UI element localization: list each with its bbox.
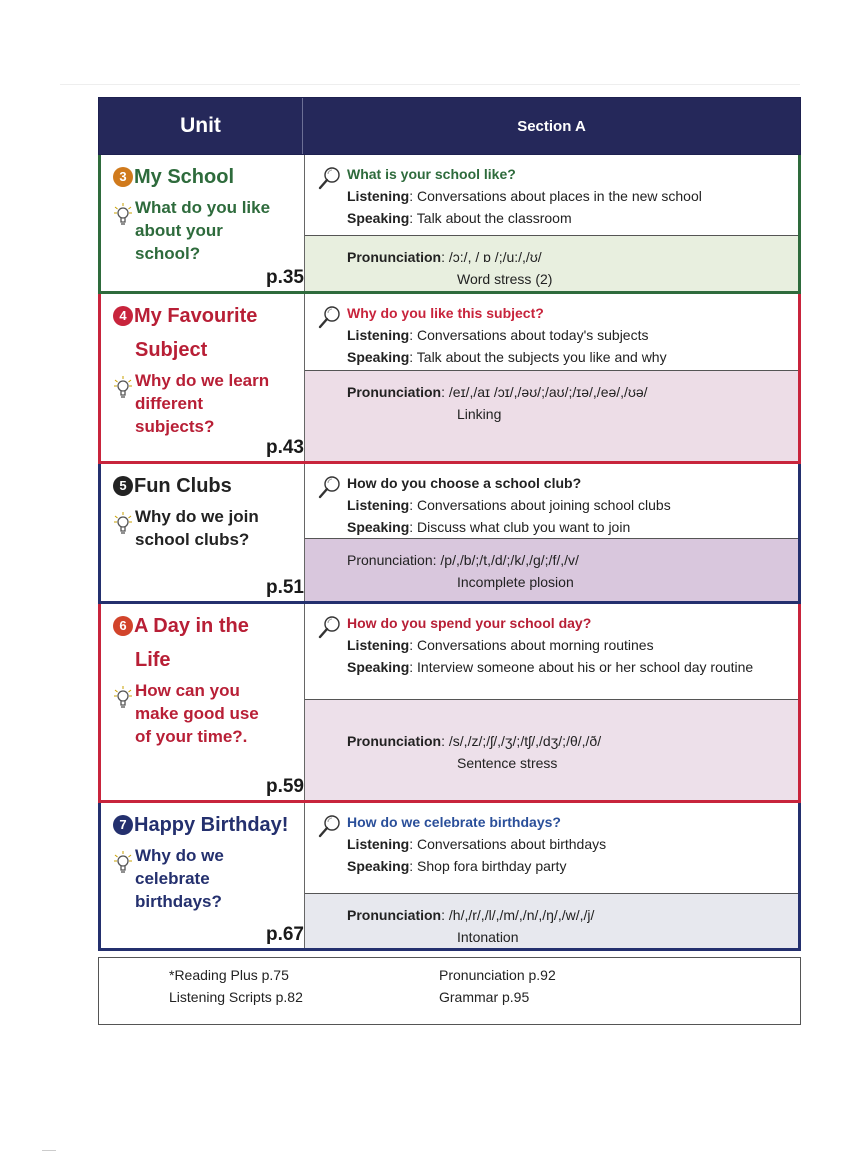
pronunciation-symbols: : /ɔ:/, / ɒ /;/u:/,/ʊ/ <box>441 249 542 265</box>
listening-line <box>347 634 790 656</box>
speaking-label: Speaking <box>347 519 410 535</box>
unit-number-badge: 4 <box>113 306 133 326</box>
listening-line <box>347 324 790 346</box>
pronunciation-symbols: : /h/,/r/,/l/,/m/,/n/,/ŋ/,/w/,/j/ <box>441 907 595 923</box>
unit-title[interactable] <box>113 808 298 842</box>
unit-question-line: of your time?. <box>135 727 248 746</box>
unit-title[interactable] <box>113 609 298 643</box>
footer-pronunciation[interactable]: Pronunciation p.92 <box>439 967 556 983</box>
pronunciation-label: Pronunciation <box>347 384 442 400</box>
magnifier-icon <box>317 304 343 336</box>
pronunciation-symbols: : /eɪ/,/aɪ /ɔɪ/,/əʊ/;/aʊ/;/ɪə/,/eə/,/ʊə/ <box>441 384 648 400</box>
section-a-content <box>305 464 798 538</box>
magnifier-icon <box>317 165 343 197</box>
footer-column-2 <box>439 964 556 1008</box>
speaking-label: Speaking <box>347 858 410 874</box>
unit-big-question <box>113 369 298 438</box>
unit-title[interactable] <box>113 299 298 333</box>
unit-question-line: Why do we <box>135 846 224 865</box>
unit-question-line: Why do we join <box>135 507 259 526</box>
unit-row <box>98 294 801 464</box>
unit-question-line: celebrate <box>135 869 210 888</box>
section-a-cell <box>304 464 798 601</box>
unit-cell <box>101 464 304 601</box>
pronunciation-box <box>305 370 798 461</box>
unit-title-line2[interactable]: Life <box>135 649 171 671</box>
pronunciation-line <box>347 730 790 752</box>
unit-number-badge: 7 <box>113 815 133 835</box>
pronunciation-line <box>347 381 790 403</box>
section-question: What is your school like? <box>347 166 516 182</box>
section-question: How do you spend your school day? <box>347 615 592 631</box>
pronunciation-topic: Incomplete plosion <box>457 574 574 590</box>
pronunciation-line <box>347 246 790 268</box>
listening-text: : Conversations about morning routines <box>409 637 654 653</box>
unit-page-number[interactable]: p.51 <box>265 577 304 598</box>
unit-question-line: about your <box>135 221 223 240</box>
section-question: How do you choose a school club? <box>347 475 582 491</box>
unit-question-line: different <box>135 394 203 413</box>
unit-cell <box>101 604 304 800</box>
section-a-content <box>305 604 798 699</box>
pronunciation-box <box>305 538 798 601</box>
lightbulb-icon <box>113 679 135 748</box>
magnifier-icon <box>317 474 343 506</box>
unit-title-text: A Day in the <box>134 615 249 637</box>
listening-line <box>347 494 790 516</box>
pronunciation-topic: Intonation <box>457 929 519 945</box>
listening-line <box>347 833 790 855</box>
unit-column-header: Unit <box>99 98 303 154</box>
speaking-line <box>347 207 790 229</box>
lightbulb-icon <box>113 369 135 438</box>
pronunciation-label: Pronunciation <box>347 733 442 749</box>
pronunciation-label: Pronunciation <box>347 249 442 265</box>
speaking-text: : Shop fora birthday party <box>409 858 567 874</box>
table-of-contents <box>98 97 801 951</box>
unit-cell <box>101 155 304 291</box>
unit-title-text: Fun Clubs <box>134 475 232 497</box>
speaking-line <box>347 855 790 877</box>
section-a-column-header: Section A <box>517 117 586 135</box>
unit-page-number[interactable]: p.59 <box>265 776 304 797</box>
section-a-content <box>305 155 798 235</box>
lightbulb-icon <box>113 196 135 265</box>
unit-question-line: make good use <box>135 704 259 723</box>
unit-page-number[interactable]: p.43 <box>265 437 304 458</box>
footer-reading-plus[interactable]: *Reading Plus p.75 <box>169 967 289 983</box>
listening-line <box>347 185 790 207</box>
unit-number-badge: 5 <box>113 476 133 496</box>
lightbulb-icon <box>113 505 135 551</box>
pronunciation-box <box>305 893 798 948</box>
unit-question-line: birthdays? <box>135 892 222 911</box>
pronunciation-topic: Linking <box>457 406 502 422</box>
speaking-line <box>347 656 790 678</box>
unit-cell <box>101 294 304 461</box>
speaking-line <box>347 516 790 538</box>
section-a-cell <box>304 294 798 461</box>
unit-number-badge: 3 <box>113 167 133 187</box>
pronunciation-label: Pronunciation <box>347 907 442 923</box>
unit-question-line: How can you <box>135 681 240 700</box>
section-a-cell <box>304 803 798 948</box>
unit-question-line: Why do we learn <box>135 371 270 390</box>
unit-question-line: school? <box>135 244 201 263</box>
speaking-text: : Talk about the subjects you like and why <box>409 349 667 365</box>
unit-question-line: school clubs? <box>135 530 250 549</box>
unit-title-line2[interactable]: Subject <box>135 339 208 361</box>
section-a-cell <box>304 155 798 291</box>
listening-label: Listening <box>347 836 410 852</box>
unit-title-text: My Favourite <box>134 305 258 327</box>
lightbulb-icon <box>113 844 135 913</box>
listening-label: Listening <box>347 327 410 343</box>
section-a-content <box>305 294 798 370</box>
pronunciation-line <box>347 904 790 926</box>
section-question: Why do you like this subject? <box>347 305 544 321</box>
footer-column-1 <box>169 964 303 1008</box>
speaking-text: : Talk about the classroom <box>409 210 572 226</box>
listening-text: : Conversations about joining school clubs <box>409 497 671 513</box>
toc-header <box>98 97 801 155</box>
magnifier-icon <box>317 813 343 845</box>
speaking-line <box>347 346 790 368</box>
listening-text: : Conversations about birthdays <box>409 836 607 852</box>
unit-big-question <box>113 196 298 265</box>
unit-row <box>98 803 801 951</box>
section-question: How do we celebrate birthdays? <box>347 814 561 830</box>
unit-cell <box>101 803 304 948</box>
unit-title-text: Happy Birthday! <box>134 814 289 836</box>
footer-grammar[interactable]: Grammar p.95 <box>439 989 530 1005</box>
unit-number-badge: 6 <box>113 616 133 636</box>
listening-label: Listening <box>347 637 410 653</box>
pronunciation-topic: Word stress (2) <box>457 271 553 287</box>
unit-title-text: My School <box>134 166 235 188</box>
listening-text: : Conversations about today's subjects <box>409 327 649 343</box>
section-a-cell <box>304 604 798 800</box>
magnifier-icon <box>317 614 343 646</box>
section-a-content <box>305 803 798 893</box>
page-top-rule <box>60 84 800 85</box>
speaking-label: Speaking <box>347 349 410 365</box>
listening-label: Listening <box>347 497 410 513</box>
unit-big-question <box>113 844 298 913</box>
unit-title[interactable] <box>113 469 298 503</box>
unit-big-question <box>113 679 298 748</box>
listening-text: : Conversations about places in the new school <box>409 188 702 204</box>
unit-row <box>98 155 801 294</box>
pronunciation-symbols: Pronunciation: /p/,/b/;/t,/d/;/k/,/g/;/f/,/v/ <box>347 552 579 568</box>
speaking-text: : Discuss what club you want to join <box>409 519 631 535</box>
pronunciation-box <box>305 235 798 291</box>
pronunciation-topic: Sentence stress <box>457 755 558 771</box>
footer-listening-scripts[interactable]: Listening Scripts p.82 <box>169 989 303 1005</box>
speaking-label: Speaking <box>347 210 410 226</box>
pronunciation-symbols: : /s/,/z/;/ʃ/,/ʒ/;/tʃ/,/dʒ/;/θ/,/ð/ <box>441 733 602 749</box>
unit-title[interactable] <box>113 160 298 194</box>
unit-question-line: subjects? <box>135 417 215 436</box>
pronunciation-line <box>347 549 790 571</box>
unit-rows <box>98 155 801 951</box>
page-corner-mark <box>42 1150 56 1151</box>
speaking-label: Speaking <box>347 659 410 675</box>
speaking-text: : Interview someone about his or her school day routine <box>409 659 754 675</box>
toc-footer <box>98 957 801 1025</box>
unit-question-line: What do you like <box>135 198 271 217</box>
pronunciation-box <box>305 699 798 800</box>
unit-page-number[interactable]: p.35 <box>265 267 304 288</box>
unit-row <box>98 604 801 803</box>
unit-page-number[interactable]: p.67 <box>265 924 304 945</box>
unit-row <box>98 464 801 604</box>
listening-label: Listening <box>347 188 410 204</box>
unit-big-question <box>113 505 298 551</box>
